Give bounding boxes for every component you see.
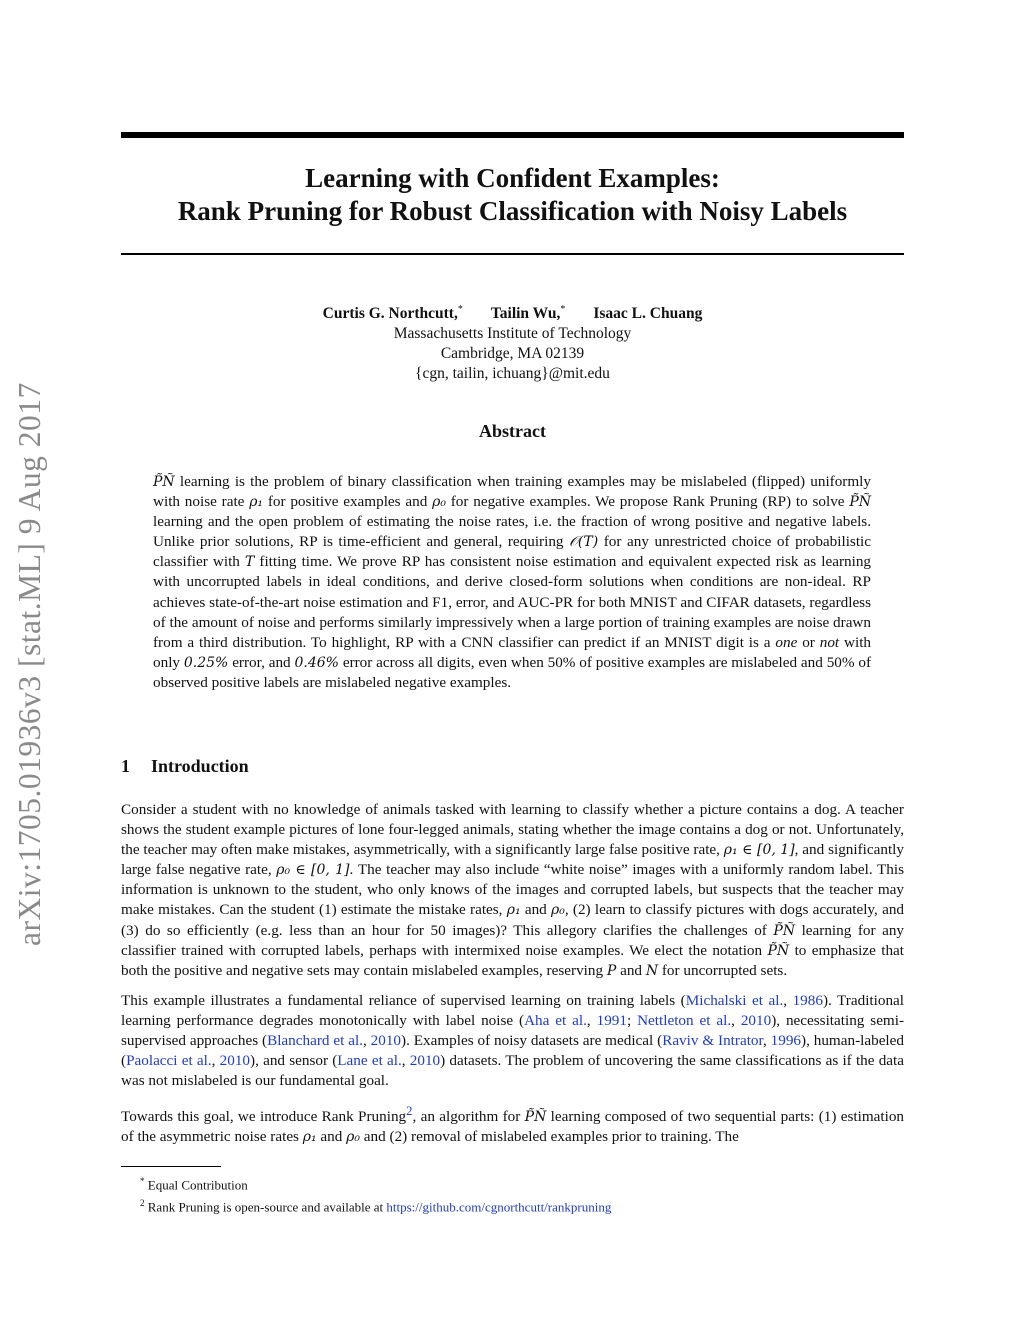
author-1: Curtis G. Northcutt,: [322, 305, 458, 323]
citation-link[interactable]: Nettleton et al.: [637, 1011, 732, 1029]
math-error-1: 0.25%: [183, 654, 229, 671]
math-rho1: ρ₁: [506, 902, 521, 919]
citation-year-link[interactable]: 2010: [370, 1032, 402, 1050]
title-line-2: Rank Pruning for Robust Classification with Noisy Labels: [177, 196, 848, 226]
section-heading: [121, 756, 249, 777]
arxiv-identifier: arXiv:1705.01936v3 [stat.ML] 9 Aug 2017: [12, 382, 47, 946]
paragraph: Consider a student with no knowledge of animals tasked with learning to classify whether a picture contains a dog. A teacher shows the student example pictures of lone four-legged animals, stating whether the image contains a dog or not. Unfortunately, the teacher may often make mistakes, asymmetrically, with a significantly large false positive rate, ρ₁ ∈ [0, 1], and significantly large false negative rate, ρ₀ ∈ [0, 1]. The teacher may also include “white noise” images with a uniformly random label. This information is unknown to the student, who only knows of the images and corrupted labels, but suspects that the teacher may make mistakes. Can the student (1) estimate the mistake rates, ρ₁ and ρ₀, (2) learn to classify pictures with dogs accurately, and (3) do so efficiently (e.g. less than an hour for 50 images)? This allegory clarifies the challenges of P̃Ñ learning for any classifier trained with corrupted labels, perhaps with intermixed noise examples. We elect the notation P̃Ñ to emphasize that both the positive and negative sets may contain mislabeled examples, reserving P and N for uncorrupted sets.: [121, 801, 905, 979]
math-rho0: ρ₀: [432, 494, 446, 511]
math-rho1-range: ρ₁ ∈ [0, 1]: [723, 842, 795, 859]
math-pn: P̃Ñ: [773, 922, 796, 939]
author-3: Isaac L. Chuang: [593, 305, 703, 323]
citation-year-link[interactable]: 1991: [596, 1011, 627, 1029]
abstract-heading: Abstract: [479, 421, 546, 441]
math-pn: P̃Ñ: [849, 494, 872, 511]
math-rho0-range: ρ₀ ∈ [0, 1]: [276, 862, 350, 879]
footnote-2: $^2$ Rank Pruning is open-source and available at https://github.com/cgnorthcutt/rankpruning: [140, 1198, 612, 1215]
author-1-mark: *: [457, 304, 463, 315]
title-rule-bottom: [121, 253, 904, 255]
math-t: T: [244, 554, 255, 571]
abstract-text: P̃Ñ learning is the problem of binary classification when training examples may be mislabeled (flipped) uniformly with noise rate ρ₁ for positive examples and ρ₀ for negative examples. We propose Rank Pruning (RP) to solve P̃Ñ learning and the open problem of estimating the noise rates, i.e. the fraction of wrong positive and negative labels. Unlike prior solutions, RP is time-efficient and general, requiring 𝒪(T) for any unrestricted choice of probabilistic classifier with T fitting time. We prove RP has consistent noise estimation and equivalent expected risk as learning with uncorrupted labels in ideal conditions, and derive closed-form solutions when conditions are non-ideal. RP achieves state-of-the-art noise estimation and F1, error, and AUC-PR for both MNIST and CIFAR datasets, regardless of the amount of noise and performs similarly impressively when a large portion of training examples are noise drawn from a third distribution. To highlight, RP with a CNN classifier can predict if an MNIST digit is a one or not with only 0.25% error, and 0.46% error across all digits, even when 50% of positive examples are mislabeled and 50% of observed positive labels are mislabeled negative examples.: [153, 473, 872, 691]
author-names: [121, 300, 904, 324]
citation-year-link[interactable]: 2010: [740, 1011, 772, 1029]
footnote-1: * Equal Contribution: [140, 1176, 248, 1193]
math-rho1: ρ₁: [302, 1129, 317, 1146]
author-emails: {cgn, tailin, ichuang}@mit.edu: [415, 365, 610, 383]
paragraph: Towards this goal, we introduce Rank Pruning$^2$, an algorithm for P̃Ñ learning composed of two sequential parts: (1) estimation of the asymmetric noise rates ρ₁ and ρ₀ and (2) removal of mislabeled examples prior to training. The: [121, 1104, 905, 1146]
math-pn: P̃Ñ: [767, 942, 790, 959]
citation-year-link[interactable]: 2010: [219, 1052, 251, 1070]
footnote-marker-link[interactable]: 2: [406, 1104, 413, 1119]
citation-link[interactable]: Raviv & Intrator: [662, 1032, 763, 1050]
section-number: 1: [121, 756, 130, 776]
citation-link[interactable]: Paolacci et al.: [126, 1052, 212, 1070]
paragraph: This example illustrates a fundamental reliance of supervised learning on training labels (Michalski et al., 1986). Traditional learning performance degrades monotonically with label noise (Aha et al., 1991; Nettleton et al., 2010), necessitating semi-supervised approaches (Blanchard et al., 2010). Examples of noisy datasets are medical (Raviv & Intrator, 1996), human-labeled (Paolacci et al., 2010), and sensor (Lane et al., 2010) datasets. The problem of uncovering the same classifications as if the data was not mislabeled is our fundamental goal.: [121, 991, 905, 1090]
footnotes: [140, 1172, 611, 1217]
math-p: P: [606, 962, 617, 979]
math-big-o: 𝒪(T): [569, 534, 599, 551]
author-block: [121, 300, 904, 384]
footnote-rule: [121, 1166, 221, 1167]
math-rho1: ρ₁: [249, 494, 264, 511]
math-error-2: 0.46%: [294, 654, 339, 671]
citation-year-link[interactable]: 2010: [409, 1052, 441, 1070]
citation-year-link[interactable]: 1986: [792, 991, 823, 1009]
paper-title: [121, 162, 904, 228]
github-link[interactable]: https://github.com/cgnorthcutt/rankpruning: [386, 1199, 612, 1215]
author-2: Tailin Wu,: [490, 305, 561, 323]
math-n: N: [645, 962, 659, 979]
citation-link[interactable]: Aha et al.: [524, 1011, 587, 1029]
section-title: Introduction: [151, 756, 249, 776]
math-rho0: ρ₀: [346, 1129, 360, 1146]
title-line-1: Learning with Confident Examples:: [305, 163, 720, 193]
citation-year-link[interactable]: 1996: [770, 1032, 802, 1050]
citation-link[interactable]: Michalski et al.: [685, 991, 784, 1009]
math-pn: P̃Ñ: [524, 1109, 547, 1126]
affiliation: Massachusetts Institute of Technology: [393, 325, 632, 343]
citation-link[interactable]: Lane et al.: [337, 1052, 402, 1070]
citation-link[interactable]: Blanchard et al.: [267, 1032, 363, 1050]
author-2-mark: *: [560, 304, 566, 315]
body-text: [121, 800, 904, 1158]
title-rule-top: [121, 132, 904, 138]
affiliation-city: Cambridge, MA 02139: [440, 345, 585, 363]
math-rho0: ρ₀: [551, 902, 565, 919]
math-pn: P̃Ñ: [153, 474, 175, 490]
